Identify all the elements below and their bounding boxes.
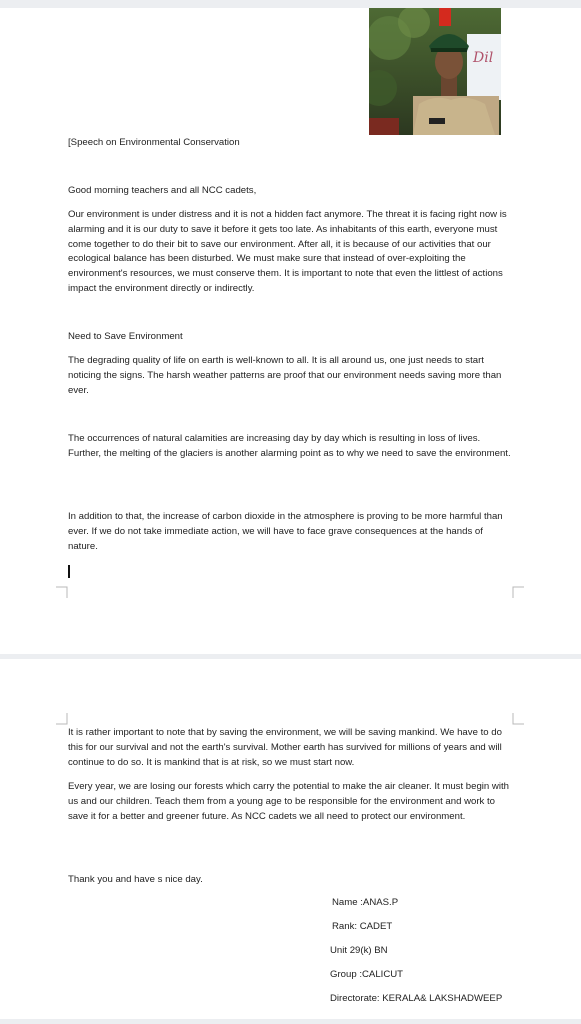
paragraph-2: The degrading quality of life on earth is well-known to all. It is all around us, one just needs to start noticing the signs. The harsh weather patterns are proof that our environment needs saving more than ever. bbox=[68, 355, 502, 396]
document-page-1 bbox=[0, 8, 581, 654]
margin-corner-top-right bbox=[512, 713, 524, 725]
cadet-photo-image bbox=[369, 8, 501, 135]
margin-corner-bottom-left bbox=[56, 586, 68, 598]
paragraph-1: Our environment is under distress and it is not a hidden fact anymore. The threat it is facing right now is alarming and it is our duty to save it before it gets too late. As inhabitants of this earth, everyone must come together to do their bit to save our environment. After all, it is because of our activities that our ecological balance has been disturbed. We must make sure that instead of over-exploiting the environment's resources, we must conserve them. It is important to note that even the littlest of actions impact the environment directly or indirectly. bbox=[68, 209, 507, 294]
paragraph-3: The occurrences of natural calamities are increasing day by day which is resulting in loss of lives. Further, the melting of the glaciers is another alarming point as to why we need to save the environment. bbox=[68, 433, 511, 459]
speech-heading: [Speech on Environmental Conservation bbox=[68, 137, 240, 148]
paragraph-5: It is rather important to note that by saving the environment, we will be saving mankind. We have to do this for our survival and not the earth's survival. Mother earth has survived for millions of years and will continue to do so. It is mankind that is at risk, so we must start now. bbox=[68, 727, 502, 768]
signature-rank: Rank: CADET bbox=[332, 921, 393, 932]
greeting: Good morning teachers and all NCC cadets, bbox=[68, 185, 257, 196]
subheading: Need to Save Environment bbox=[68, 331, 183, 342]
text-cursor bbox=[68, 565, 70, 578]
signature-group: Group :CALICUT bbox=[330, 969, 404, 980]
margin-corner-bottom-right bbox=[512, 586, 524, 598]
document-page-2 bbox=[0, 659, 581, 1019]
cadet-photo bbox=[369, 8, 501, 135]
paragraph-6: Every year, we are losing our forests which carry the potential to make the air cleaner. It must begin with us and our children. Teach them from a young age to be responsible for the environment and work to save it for a better and greener future. As NCC cadets we all need to protect our environment. bbox=[68, 781, 509, 822]
signature-directorate: Directorate: KERALA& LAKSHADWEEP bbox=[330, 993, 503, 1004]
signature-name: Name :ANAS.P bbox=[332, 897, 399, 908]
closing-line: Thank you and have s nice day. bbox=[68, 874, 203, 885]
margin-corner-top-left bbox=[56, 713, 68, 725]
photo-sign-text: Dil bbox=[473, 50, 494, 66]
signature-unit: Unit 29(k) BN bbox=[330, 945, 388, 956]
paragraph-4: In addition to that, the increase of carbon dioxide in the atmosphere is proving to be more harmful than ever. If we do not take immediate action, we will have to face grave consequences at the hands of nature. bbox=[68, 511, 503, 552]
